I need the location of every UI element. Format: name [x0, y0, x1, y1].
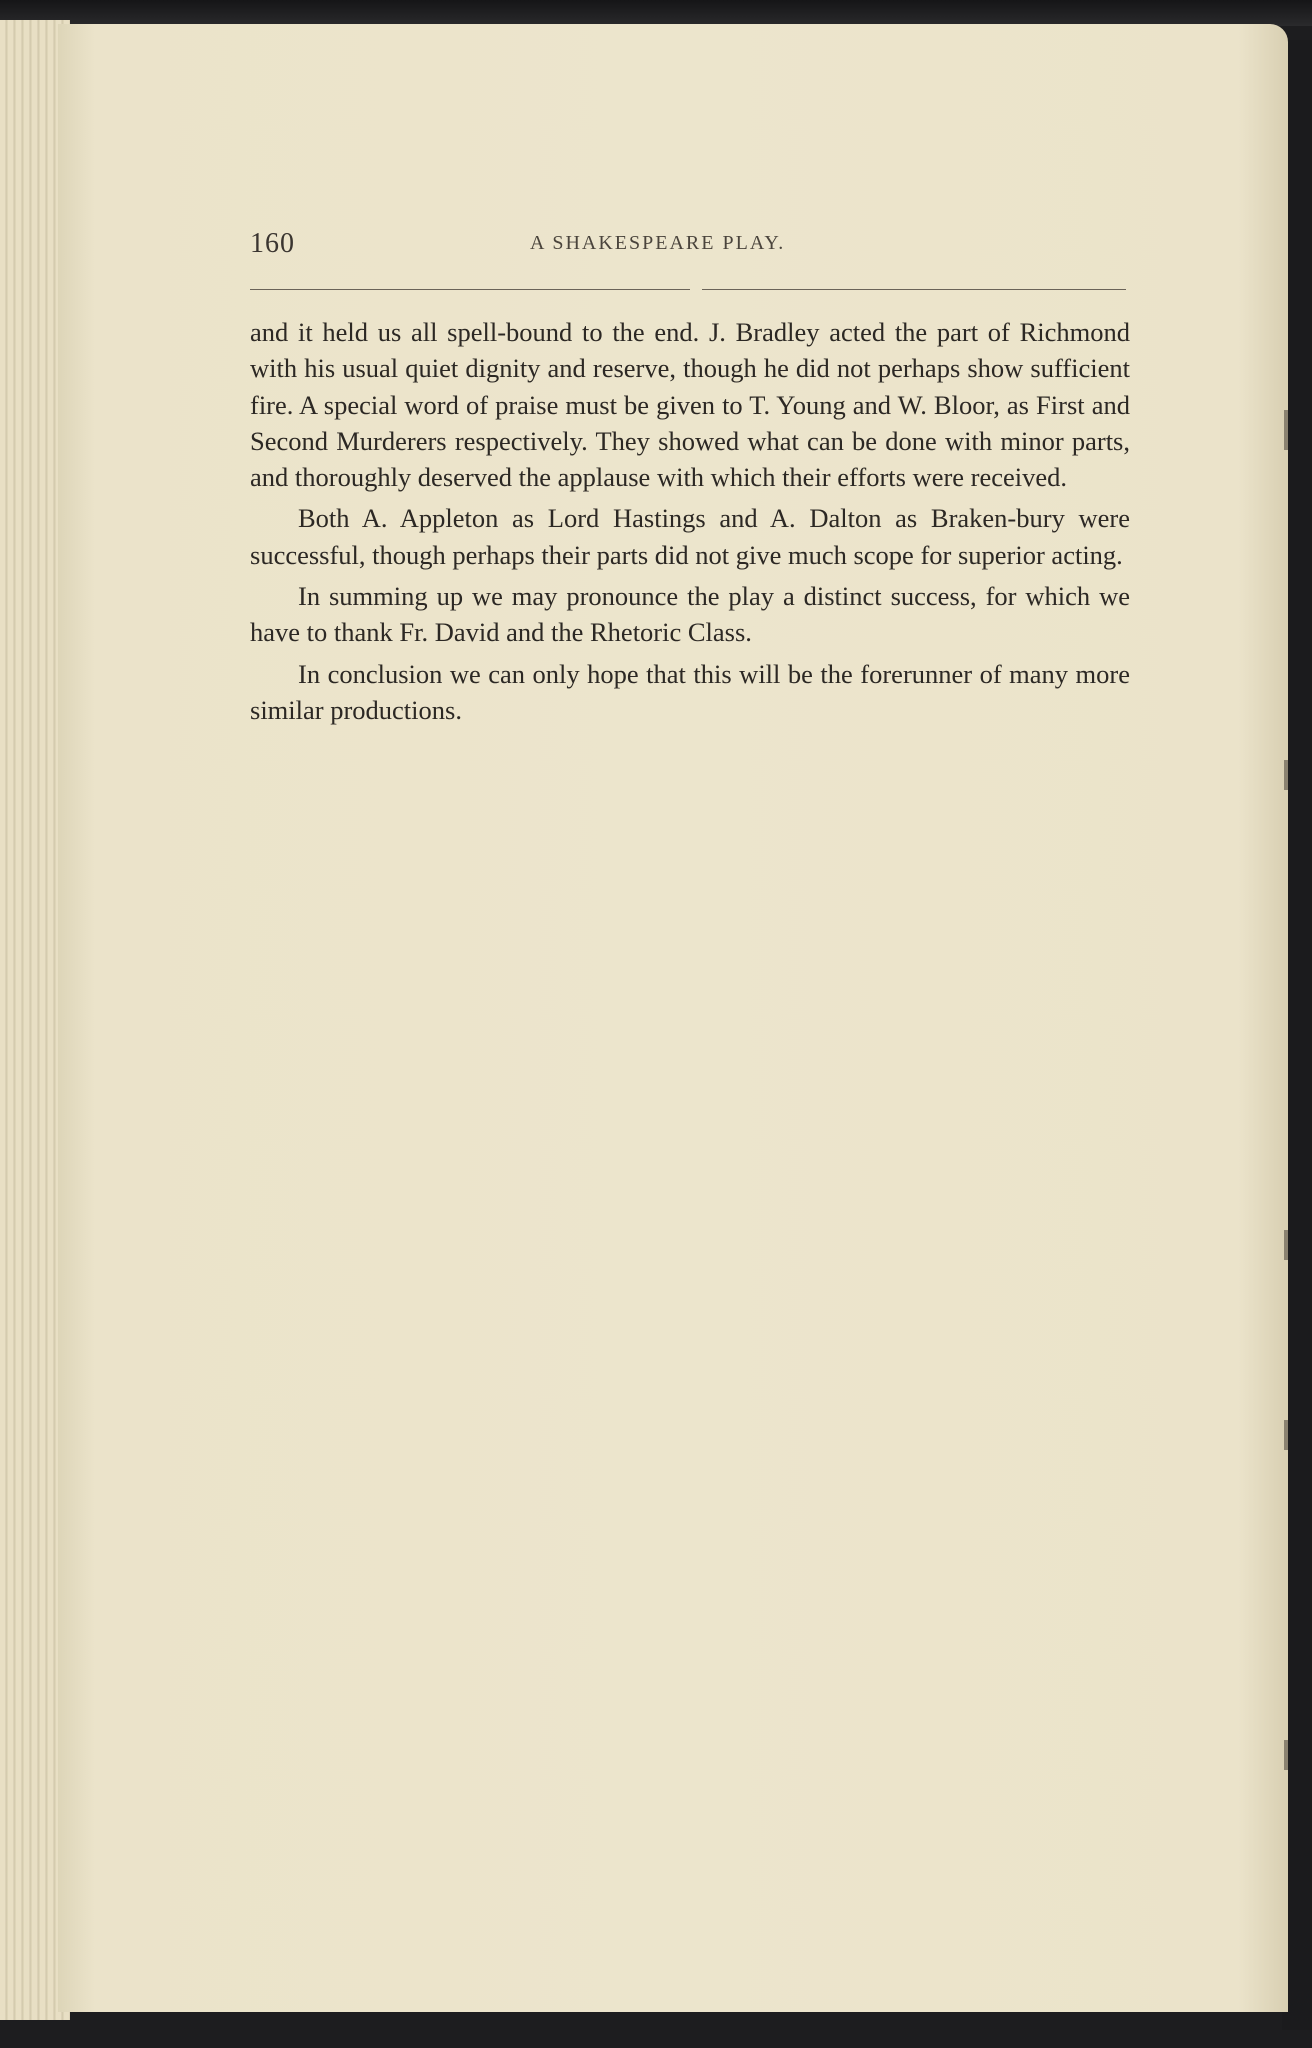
- paragraph: and it held us all spell-bound to the end. J. Bradley acted the part of Richmond with his usual quiet dignity and reserve, though he did not perhaps show sufficient fire. A special word of praise must be given to T. Young and W. Bloor, as First and Second Murderers respectively. They showed what can be done with minor parts, and thoroughly deserved the applause with which their efforts were received.: [250, 317, 1130, 493]
- edge-mark: [1284, 410, 1288, 450]
- header-rule-right: [702, 289, 1126, 290]
- top-shadow: [0, 0, 1312, 26]
- edge-mark: [1284, 760, 1288, 790]
- body-text: [250, 314, 1130, 728]
- edge-mark: [1284, 1740, 1288, 1770]
- header-rule-left: [250, 289, 690, 290]
- running-header: [250, 228, 1128, 268]
- paragraph: Both A. Appleton as Lord Hastings and A. Dalton as Braken-bury were successful, though perhaps their parts did not give much scope for superior acting.: [250, 503, 1130, 570]
- edge-mark: [1284, 1420, 1288, 1450]
- edge-mark: [1284, 1230, 1288, 1260]
- paragraph: In summing up we may pronounce the play a distinct success, for which we have to thank Fr. David and the Rhetoric Class.: [250, 581, 1130, 648]
- running-title: A SHAKESPEARE PLAY.: [530, 232, 786, 254]
- paragraph: In conclusion we can only hope that this will be the forerunner of many more similar productions.: [250, 658, 1130, 725]
- page-number: 160: [250, 228, 295, 259]
